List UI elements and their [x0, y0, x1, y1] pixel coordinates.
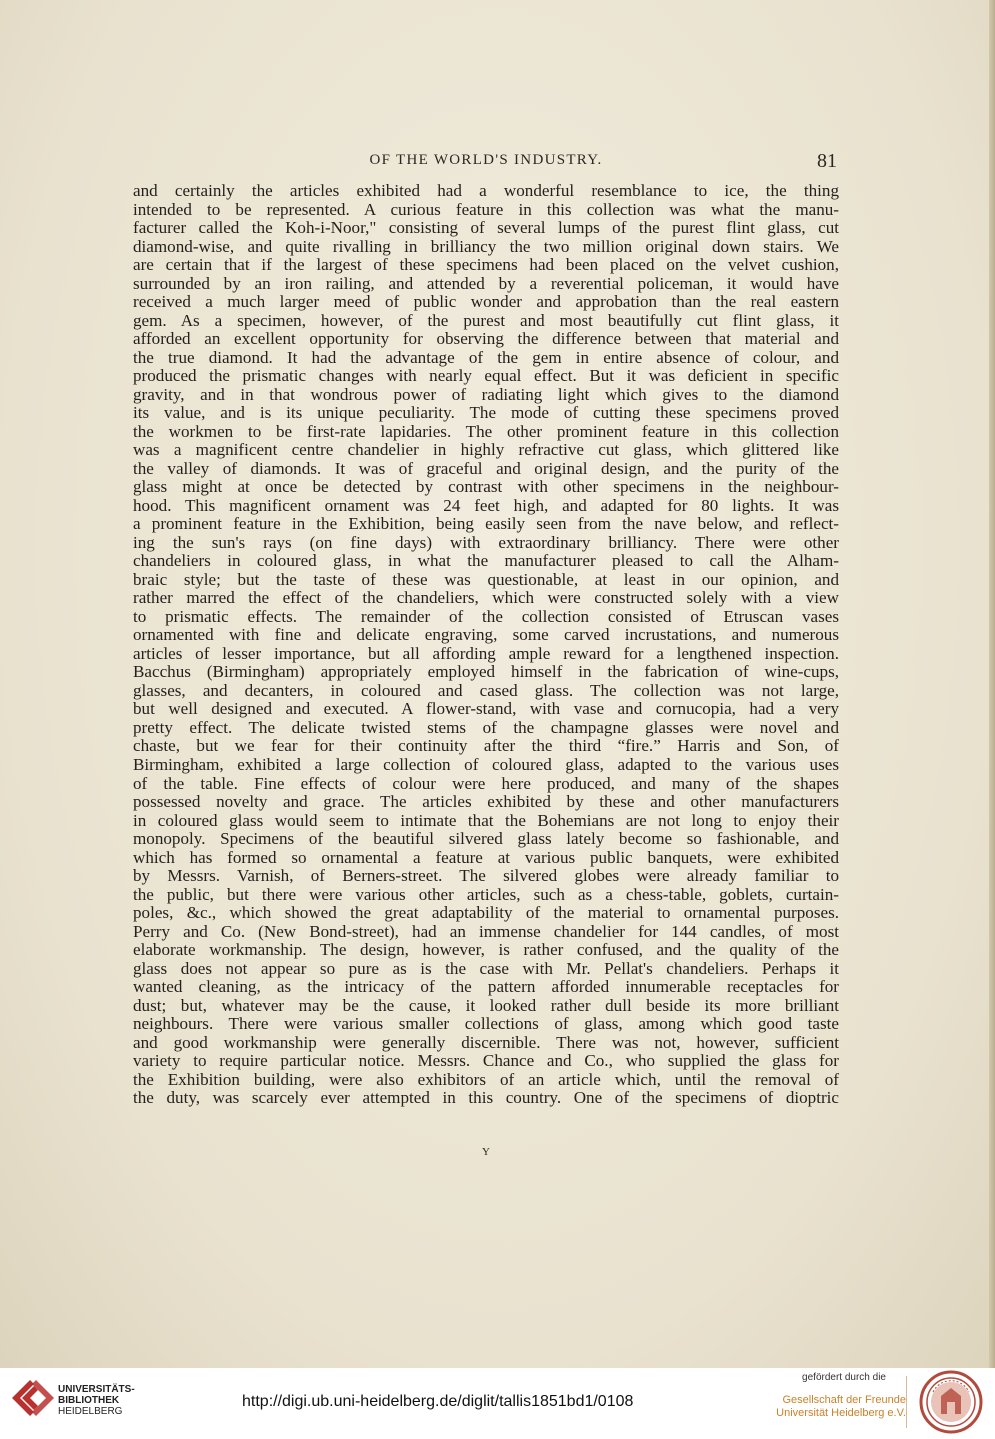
text-line: poles, &c., which showed the great adaptability of the material to ornamental purposes. — [133, 904, 839, 923]
library-line-1: UNIVERSITÄTS- — [58, 1384, 135, 1395]
text-line: and certainly the articles exhibited had a wonderful resemblance to ice, the thing — [133, 182, 839, 200]
text-line: chandeliers in coloured glass, in what the manufacturer pleased to call the Alham- — [133, 552, 839, 571]
text-line: which has formed so ornamental a feature at various public banquets, were exhibited — [133, 848, 839, 867]
text-line: glass does not appear so pure as is the case with Mr. Pellat's chandeliers. Perhaps it — [133, 959, 839, 978]
library-logo-icon — [10, 1378, 54, 1418]
text-line: rather marred the effect of the chandeliers, which were constructed solely with a view — [133, 589, 839, 608]
text-line: produced the prismatic changes with nearly equal effect. But it was deficient in specific — [133, 367, 839, 386]
text-line: diamond-wise, and quite rivalling in brilliancy the two million original down stairs. We — [133, 237, 839, 256]
text-line: was a magnificent centre chandelier in highly refractive cut glass, which glittered like — [133, 441, 839, 460]
text-line: in coloured glass would seem to intimate that the Bohemians are not long to enjoy their — [133, 811, 839, 830]
text-line: Birmingham, exhibited a large collection of coloured glass, adapted to the various uses — [133, 755, 839, 774]
text-line: a prominent feature in the Exhibition, being easily seen from the nave below, and reflect- — [133, 515, 839, 534]
running-head — [133, 150, 839, 174]
library-line-2: BIBLIOTHEK — [58, 1395, 120, 1406]
text-line: afforded an excellent opportunity for observing the difference between that material and — [133, 330, 839, 349]
text-line: the true diamond. It had the advantage of the gem in entire absence of colour, and — [133, 348, 839, 367]
text-line: Bacchus (Birmingham) appropriately employed himself in the fabrication of wine-cups, — [133, 663, 839, 682]
text-line: possessed novelty and grace. The articles exhibited by these and other manufacturers — [133, 793, 839, 812]
text-line: intended to be represented. A curious feature in this collection was what the manu- — [133, 200, 839, 219]
sponsor-line-1: Gesellschaft der Freunde — [782, 1394, 906, 1406]
text-line: hood. This magnificent ornament was 24 feet high, and adapted for 80 lights. It was — [133, 496, 839, 515]
text-line: monopoly. Specimens of the beautiful silvered glass lately become so fashionable, and — [133, 830, 839, 849]
library-name[interactable] — [58, 1384, 168, 1417]
text-line: the Exhibition building, were also exhibitors of an article which, until the removal of — [133, 1070, 839, 1089]
sponsor-label: gefördert durch die — [802, 1372, 886, 1383]
footer-bar — [0, 1368, 995, 1439]
text-line: the public, but there were various other articles, such as a chess-table, goblets, curtain- — [133, 885, 839, 904]
text-line: facturer called the Koh-i-Noor," consisting of several lumps of the purest flint glass, cut — [133, 219, 839, 238]
text-line: are certain that if the largest of these specimens had been placed on the velvet cushion, — [133, 256, 839, 275]
text-line: chaste, but we fear for their continuity after the third “fire.” Harris and Son, of — [133, 737, 839, 756]
university-seal-icon — [919, 1370, 983, 1434]
text-line: its value, and is its unique peculiarity. The mode of cutting these specimens proved — [133, 404, 839, 423]
text-line: wanted cleaning, as the intricacy of the pattern afforded innumerable receptacles for — [133, 978, 839, 997]
text-line: and good workmanship were generally discernible. There was not, however, sufficient — [133, 1033, 839, 1052]
text-line: glass might at once be detected by contrast with other specimens in the neighbour- — [133, 478, 839, 497]
text-line: the duty, was scarcely ever attempted in this country. One of the specimens of dioptric — [133, 1089, 839, 1108]
page-number: 81 — [817, 150, 837, 172]
text-line: of the table. Fine effects of colour were here produced, and many of the shapes — [133, 774, 839, 793]
text-line: ing the sun's rays (on fine days) with extraordinary brilliancy. There were other — [133, 533, 839, 552]
text-line: the valley of diamonds. It was of graceful and original design, and the purity of the — [133, 459, 839, 478]
text-line: gravity, and in that wondrous power of radiating light which gives to the diamond — [133, 385, 839, 404]
text-line: but well designed and executed. A flower-stand, with vase and cornucopia, had a very — [133, 700, 839, 719]
text-line: dust; but, whatever may be the cause, it looked rather dull beside its more brilliant — [133, 996, 839, 1015]
sponsor-line-2: Universität Heidelberg e.V. — [776, 1407, 906, 1419]
text-line: the workmen to be first-rate lapidaries. The other prominent feature in this collection — [133, 422, 839, 441]
text-line: glasses, and decanters, in coloured and cased glass. The collection was not large, — [133, 681, 839, 700]
text-line: neighbours. There were various smaller collections of glass, among which good taste — [133, 1015, 839, 1034]
text-line: by Messrs. Varnish, of Berners-street. The silvered globes were already familiar to — [133, 867, 839, 886]
text-line: Perry and Co. (New Bond-street), had an immense chandelier for 144 candles, of most — [133, 922, 839, 941]
text-line: variety to require particular notice. Messrs. Chance and Co., who supplied the glass for — [133, 1052, 839, 1071]
text-line: articles of lesser importance, but all affording ample reward for a lengthened inspection. — [133, 644, 839, 663]
page-edge — [989, 0, 995, 1368]
text-line: elaborate workmanship. The design, however, is rather confused, and the quality of the — [133, 941, 839, 960]
sponsor-block[interactable] — [756, 1372, 906, 1420]
text-line: gem. As a specimen, however, of the purest and most beautifully cut flint glass, it — [133, 311, 839, 330]
sponsor-divider — [906, 1376, 907, 1428]
text-line: received a much larger meed of public wonder and approbation than the real eastern — [133, 293, 839, 312]
running-title: OF THE WORLD'S INDUSTRY. — [369, 152, 603, 168]
library-line-3: HEIDELBERG — [58, 1406, 123, 1417]
signature-mark: Y — [482, 1146, 490, 1158]
text-line: pretty effect. The delicate twisted stems of the champagne glasses were novel and — [133, 718, 839, 737]
text-line: ornamented with fine and delicate engraving, some carved incrustations, and numerous — [133, 626, 839, 645]
text-line: braic style; but the taste of these was questionable, at least in our opinion, and — [133, 570, 839, 589]
permalink-url[interactable]: http://digi.ub.uni-heidelberg.de/diglit/tallis1851bd1/0108 — [242, 1393, 634, 1410]
text-line: to prismatic effects. The remainder of the collection consisted of Etruscan vases — [133, 607, 839, 626]
text-line: surrounded by an iron railing, and attended by a reverential policeman, it would have — [133, 274, 839, 293]
body-text — [133, 182, 839, 1108]
